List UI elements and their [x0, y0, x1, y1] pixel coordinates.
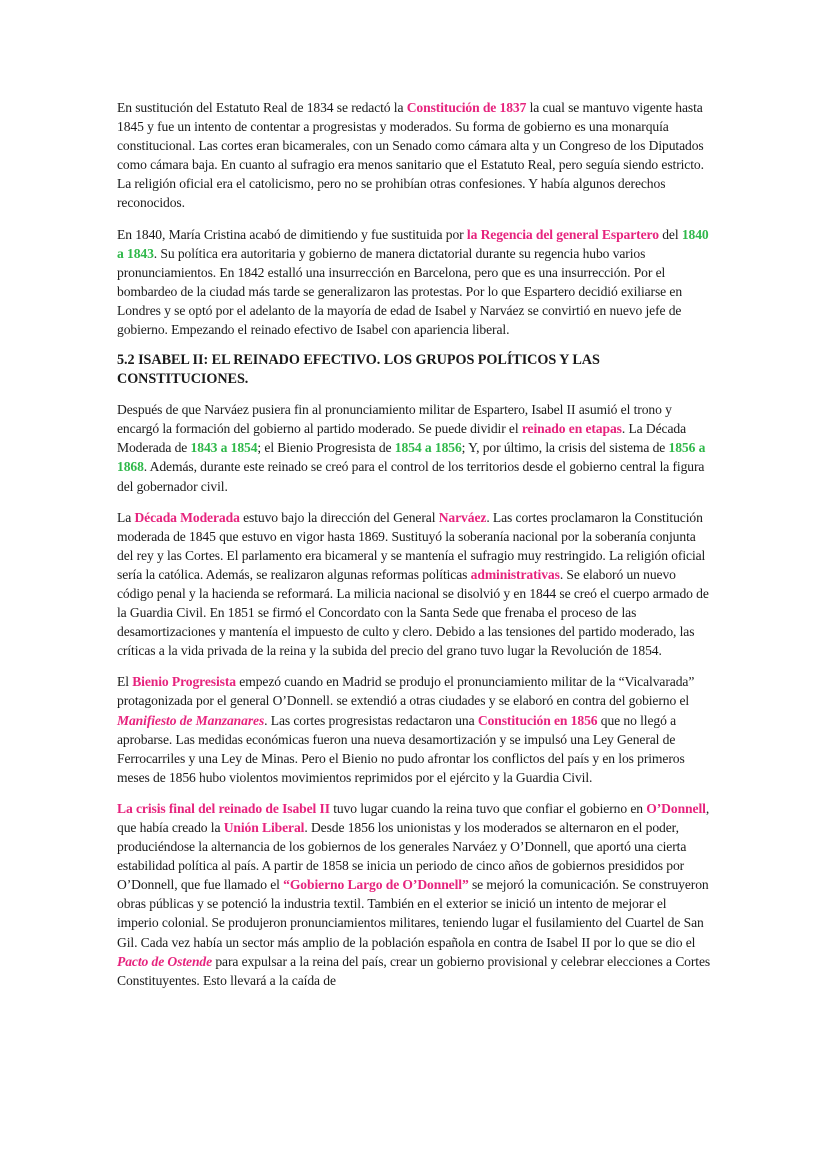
- text: ; Y, por último, la crisis del sistema de: [461, 440, 669, 456]
- highlight-decada-moderada: Década Moderada: [134, 509, 240, 525]
- text: la cual se mantuvo vigente hasta 1845 y fue un intento de contentar a progresistas y moderados. Su forma de gobierno es una monarquía constitucional. Las cortes eran bicamerales, con un Senado como cámara alta y un Congreso de los Diputados como cámara baja. En cuanto al sufragio era menos sanitario que el Estatuto Real, pero seguía siendo estricto. La religión oficial era el catolicismo, pero no se prohibían otras confesiones. Y había algunos derechos reconocidos.: [117, 100, 704, 211]
- date-range-highlight: 1854 a 1856: [394, 440, 462, 456]
- highlight-union-liberal: Unión Liberal: [223, 820, 305, 835]
- text: , que había creado la: [117, 800, 710, 835]
- text: La: [117, 509, 135, 525]
- text: tuvo lugar cuando la reina tuvo que confiar el gobierno en: [329, 800, 647, 816]
- text: . Se elaboró un nuevo código penal y la hacienda se reformará. La milicia nacional se disolvió y en 1844 se creó el cuerpo armado de la Guardia Civil. En 1851 se firmó el Concordato con la Santa Sede que frenaba el proceso de las desamortizaciones y mantenía el impuesto de culto y clero. Debido a las tensiones del partido moderado, las críticas a la vida privada de la reina y la subida del precio del grano tuvo lugar la Revolución de 1854.: [117, 566, 709, 659]
- highlight-reinado-etapas: reinado en etapas: [521, 421, 622, 437]
- text: que no llegó a aprobarse. Las medidas económicas fueron una nueva desamortización y se impulsó una Ley General de Ferrocarriles y una Ley de Minas. Pero el Bienio no pudo afrontar los conflictos del país y en los primeros meses de 1856 hubo violentos movimientos reprimidos por el ejército y la Guardia Civil.: [117, 712, 685, 785]
- text: . Su política era autoritaria y gobierno de manera dictatorial durante su regencia hubo varios pronunciamientos. En 1842 estalló una insurrección en Barcelona, pero que es una insurrección. Por el bombardeo de la ciudad más tarde se generalizaron las protestas. Por lo que Espartero decidió exiliarse en Londres y se optó por el adelanto de la mayoría de edad de Isabel y Narváez se convirtió en nuevo jefe de gobierno. Empezando el reinado efectivo de Isabel con apariencia liberal.: [117, 245, 683, 338]
- text: . Las cortes progresistas redactaron una: [264, 712, 478, 728]
- text: . Las cortes proclamaron la Constitución moderada de 1845 que estuvo en vigor hasta 1869. Sustituyó la soberanía nacional por la soberanía conjunta del rey y las Cortes. El parlamento era bicameral y se mantenía el sufragio muy restringido. La religión oficial sería la católica. Además, se realizaron algunas reformas políticas: [117, 509, 706, 582]
- highlight-crisis-final: La crisis final del reinado de Isabel II: [117, 800, 330, 816]
- text: estuvo bajo la dirección del General: [239, 509, 439, 525]
- highlight-gobierno-largo: “Gobierno Largo de O’Donnell”: [283, 877, 469, 893]
- text: del: [658, 226, 682, 242]
- highlight-manifiesto-manzanares: Manifiesto de Manzanares: [117, 712, 265, 728]
- text: se mejoró la comunicación. Se construyeron obras públicas y se potenció la industria textil. También en el exterior se inició un intento de mejorar el imperio colonial. Se produjeron pronunciamientos militares, teniendo lugar el fusilamiento del Cuartel de San Gil. Cada vez había un sector más amplio de la población española en contra de Isabel II por lo que se dio el: [117, 877, 709, 950]
- highlight-pacto-ostende: Pacto de Ostende: [117, 953, 213, 969]
- date-range-highlight: 1856 a 1868: [117, 440, 706, 475]
- highlight-bienio-progresista: Bienio Progresista: [132, 674, 236, 690]
- date-range-highlight: 1843 a 1854: [190, 440, 258, 456]
- paragraph-reinado-etapas: [117, 400, 711, 495]
- highlight-constitucion-1837: Constitución de 1837: [406, 100, 527, 115]
- highlight-constitucion-1856: Constitución en 1856: [477, 712, 598, 728]
- text: ; el Bienio Progresista de: [257, 440, 395, 456]
- document-body: [117, 98, 711, 1002]
- highlight-administrativas: administrativas: [470, 566, 560, 582]
- text: empezó cuando en Madrid se produjo el pronunciamiento militar de la “Vicalvarada” protagonizada por el general O’Donnell. se extendió a otras ciudades y se elaboró en contra del gobierno el: [117, 674, 695, 709]
- paragraph-constitucion-1837: [117, 98, 711, 213]
- highlight-narvaez: Narváez: [438, 509, 487, 525]
- text: El: [117, 674, 133, 690]
- paragraph-regencia-espartero: [117, 225, 711, 340]
- paragraph-crisis-final: [117, 799, 711, 990]
- text: Después de que Narváez pusiera fin al pronunciamiento militar de Espartero, Isabel II asumió el trono y encargó la formación del gobierno al partido moderado. Se puede dividir el: [117, 402, 672, 437]
- date-range-highlight: 1840 a 1843: [117, 226, 709, 261]
- paragraph-decada-moderada: [117, 508, 711, 661]
- text: En 1840, María Cristina acabó de dimitiendo y fue sustituida por: [117, 226, 467, 242]
- text: . Además, durante este reinado se creó para el control de los territorios desde el gobierno central la figura del gobernador civil.: [117, 459, 705, 494]
- text: En sustitución del Estatuto Real de 1834 se redactó la: [117, 100, 407, 115]
- text: . Desde 1856 los unionistas y los moderados se alternaron en el poder, produciéndose la alternancia de los gobiernos de los generales Narváez y O’Donnell, que aportó una cierta estabilidad política al país. A partir de 1858 se inicia un periodo de cinco años de gobiernos presididos por O’Donnell, que fue llamado el: [117, 820, 687, 893]
- highlight-regencia-espartero: la Regencia del general Espartero: [466, 226, 659, 242]
- text: . La Década Moderada de: [117, 421, 687, 456]
- highlight-odonnell: O’Donnell: [646, 800, 706, 816]
- section-heading: 5.2 ISABEL II: EL REINADO EFECTIVO. LOS GRUPOS POLÍTICOS Y LAS CONSTITUCIONES.: [117, 352, 600, 388]
- paragraph-bienio-progresista: [117, 672, 711, 787]
- text: para expulsar a la reina del país, crear un gobierno provisional y celebrar elecciones a Cortes Constituyentes. Esto llevará a la caída de: [117, 953, 711, 988]
